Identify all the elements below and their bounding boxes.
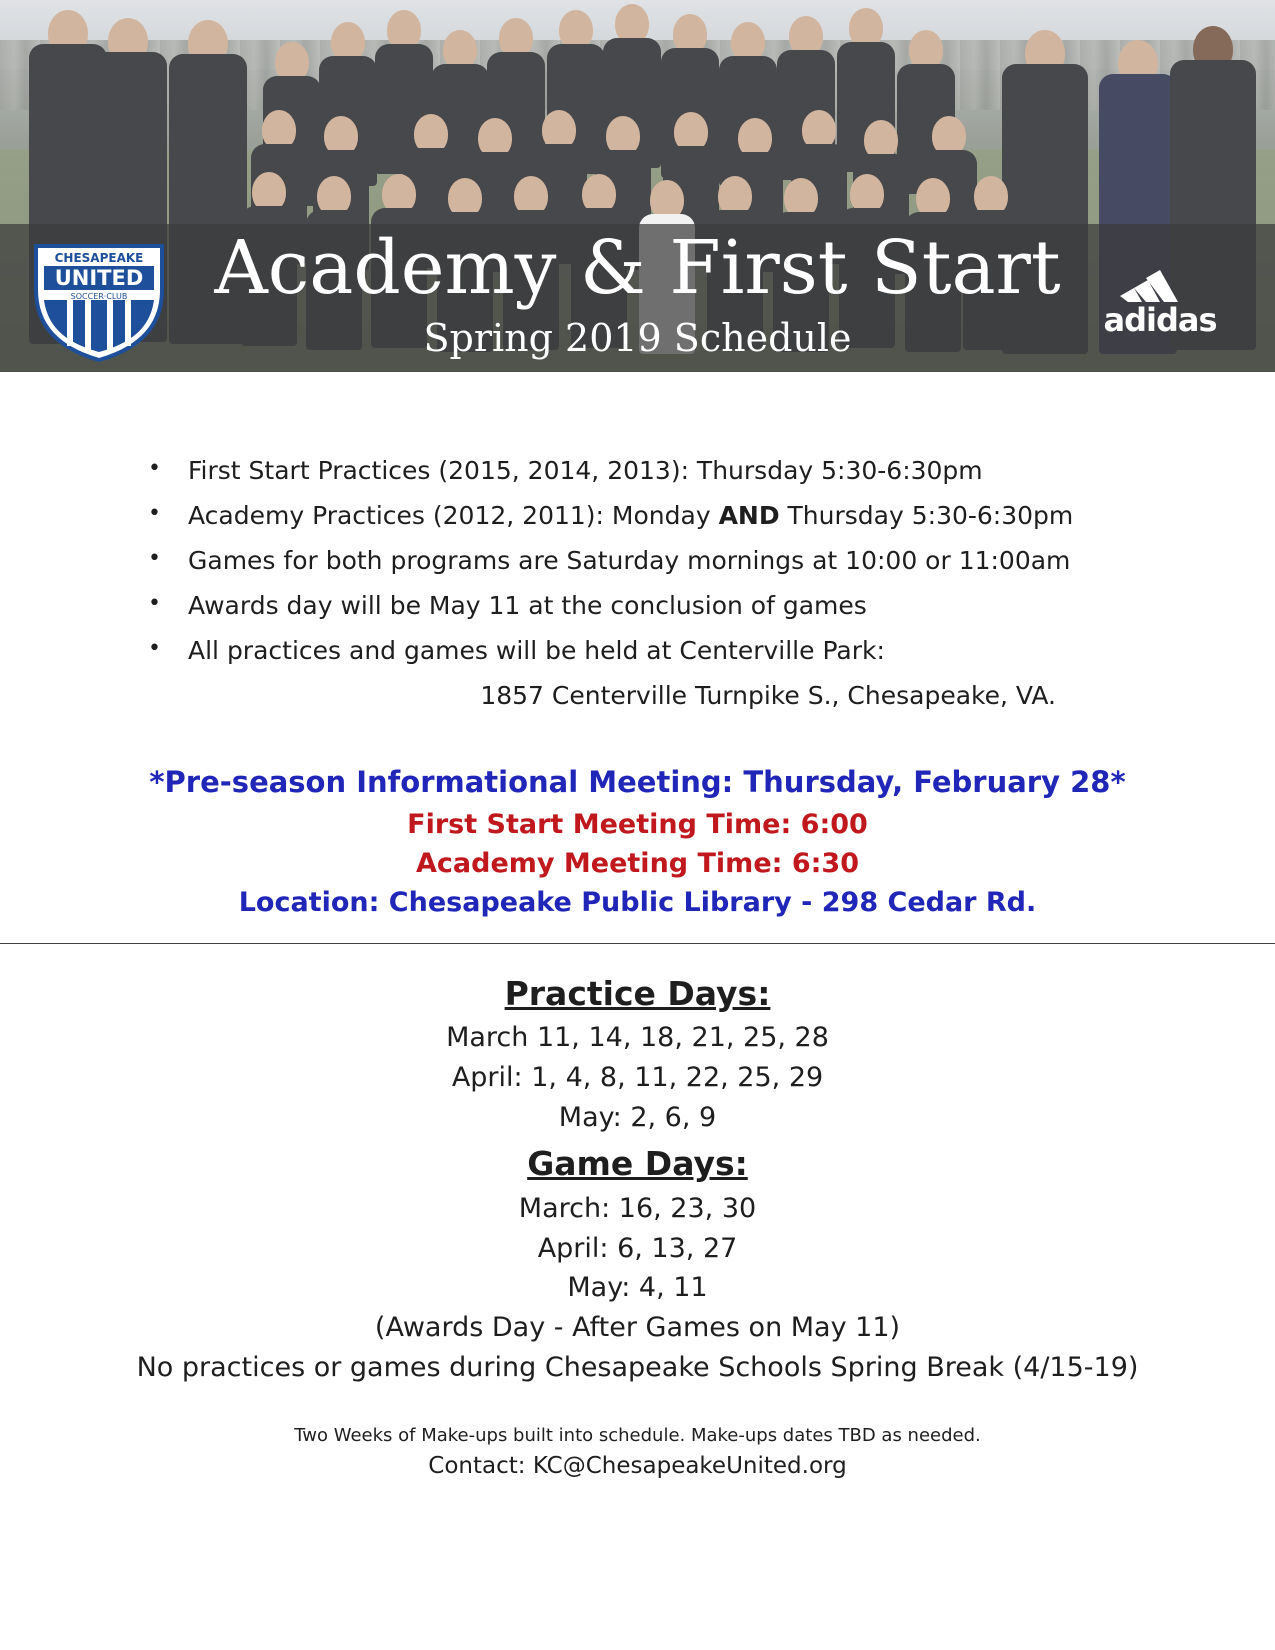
bullet-awards-day: Awards day will be May 11 at the conclusion of games <box>188 591 867 620</box>
game-days-heading: Game Days: <box>527 1144 748 1183</box>
bullet-first-start-practices: First Start Practices (2015, 2014, 2013): Thursday 5:30-6:30pm <box>188 456 983 485</box>
crest-text-main: UNITED <box>54 266 144 290</box>
section-divider <box>0 943 1275 944</box>
info-bullet-list <box>148 448 1148 673</box>
bullet-location: All practices and games will be held at Centerville Park: <box>188 636 885 665</box>
header-banner <box>0 0 1275 372</box>
awards-day-note: (Awards Day - After Games on May 11) <box>374 1312 901 1343</box>
practice-days-heading: Practice Days: <box>504 974 771 1013</box>
crest-text-bottom: SOCCER·CLUB <box>70 292 128 301</box>
bullet-academy-practices: Academy Practices (2012, 2011): Monday <box>188 501 719 530</box>
practice-days-march: March 11, 14, 18, 21, 25, 28 <box>446 1022 829 1053</box>
list-item <box>148 583 1148 628</box>
meeting-heading: *Pre-season Informational Meeting: Thursday, February 28* <box>149 765 1126 799</box>
adidas-wordmark: adidas <box>1103 301 1217 339</box>
list-item <box>148 448 1148 493</box>
academy-meeting-time: Academy Meeting Time: 6:30 <box>416 848 859 879</box>
bullet-academy-practices-time: Thursday 5:30-6:30pm <box>779 501 1074 530</box>
spring-break-note: No practices or games during Chesapeake Schools Spring Break (4/15-19) <box>136 1352 1139 1383</box>
game-days-march: March: 16, 23, 30 <box>518 1193 757 1224</box>
list-item <box>148 493 1148 538</box>
crest-text-top: CHESAPEAKE <box>54 251 144 265</box>
list-item <box>148 628 1148 673</box>
page-title: Academy & First Start <box>214 225 1061 311</box>
practice-days-may: May: 2, 6, 9 <box>558 1102 717 1133</box>
first-start-meeting-time: First Start Meeting Time: 6:00 <box>407 809 868 840</box>
page-subtitle: Spring 2019 Schedule <box>423 316 852 360</box>
meeting-location: Location: Chesapeake Public Library - 298 Cedar Rd. <box>238 887 1037 918</box>
contact-line: Contact: KC@ChesapeakeUnited.org <box>428 1453 847 1479</box>
game-days-april: April: 6, 13, 27 <box>537 1233 738 1264</box>
practice-days-april: April: 1, 4, 8, 11, 22, 25, 29 <box>451 1062 824 1093</box>
list-item <box>148 538 1148 583</box>
game-days-may: May: 4, 11 <box>567 1272 708 1303</box>
bullet-games: Games for both programs are Saturday mornings at 10:00 or 11:00am <box>188 546 1071 575</box>
bullet-academy-emphasis: AND <box>718 501 780 530</box>
park-address: 1857 Centerville Turnpike S., Chesapeake, VA. <box>480 681 1056 710</box>
makeups-note: Two Weeks of Make-ups built into schedule. Make-ups dates TBD as needed. <box>294 1425 981 1446</box>
